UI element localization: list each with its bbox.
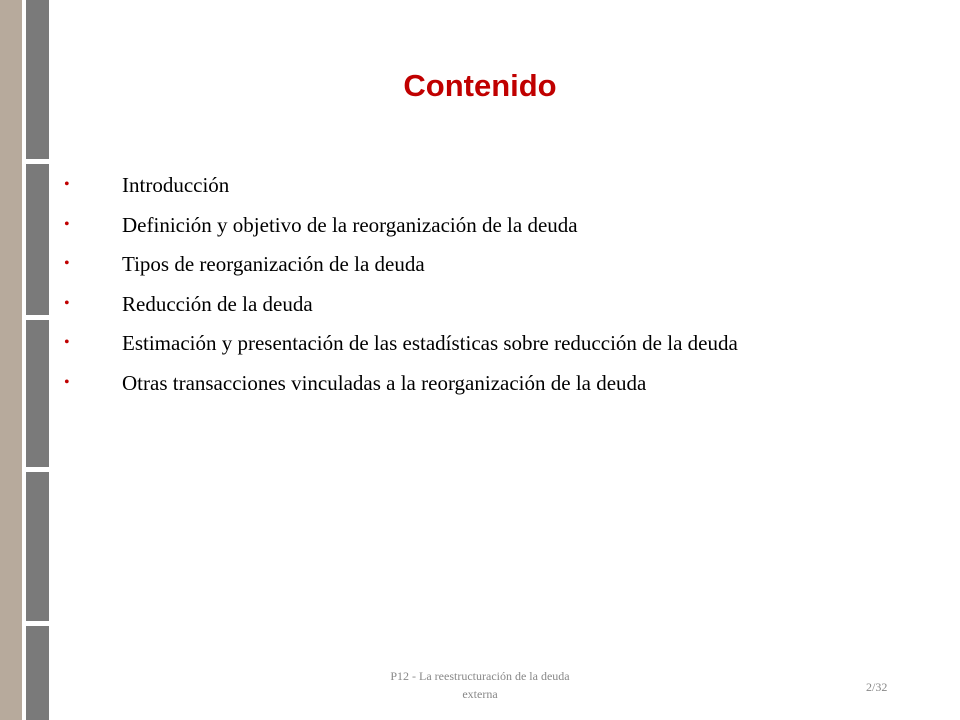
bullet-icon: • — [64, 373, 70, 391]
list-item-text: Estimación y presentación de las estadísticas sobre reducción de la deuda — [122, 331, 738, 355]
decorative-side-bar — [0, 0, 49, 720]
footer-line: externa — [462, 687, 498, 701]
bullet-icon: • — [64, 176, 70, 193]
page-number: 2/32 — [866, 680, 888, 694]
list-item-text: Otras transacciones vinculadas a la reorganización de la deuda — [122, 370, 647, 395]
slide-footer — [340, 667, 620, 703]
side-bar-segment — [26, 164, 49, 315]
bullet-icon: • — [64, 255, 70, 272]
list-item-text: Definición y objetivo de la reorganización de la deuda — [122, 212, 578, 237]
slide-title: Contenido — [403, 68, 557, 103]
list-item-text: Tipos de reorganización de la deuda — [122, 252, 425, 276]
side-bar-segment — [26, 626, 49, 720]
side-bar-segment — [26, 320, 49, 467]
bullet-icon: • — [64, 294, 70, 312]
list-item-text: Reducción de la deuda — [122, 291, 313, 316]
side-bar-segment — [26, 472, 49, 621]
footer-line: P12 - La reestructuración de la deuda — [390, 669, 570, 683]
list-item-text: Introducción — [122, 173, 230, 197]
bullet-icon: • — [64, 334, 70, 351]
bullet-icon: • — [64, 215, 70, 233]
side-bar-tan-strip — [0, 0, 22, 720]
